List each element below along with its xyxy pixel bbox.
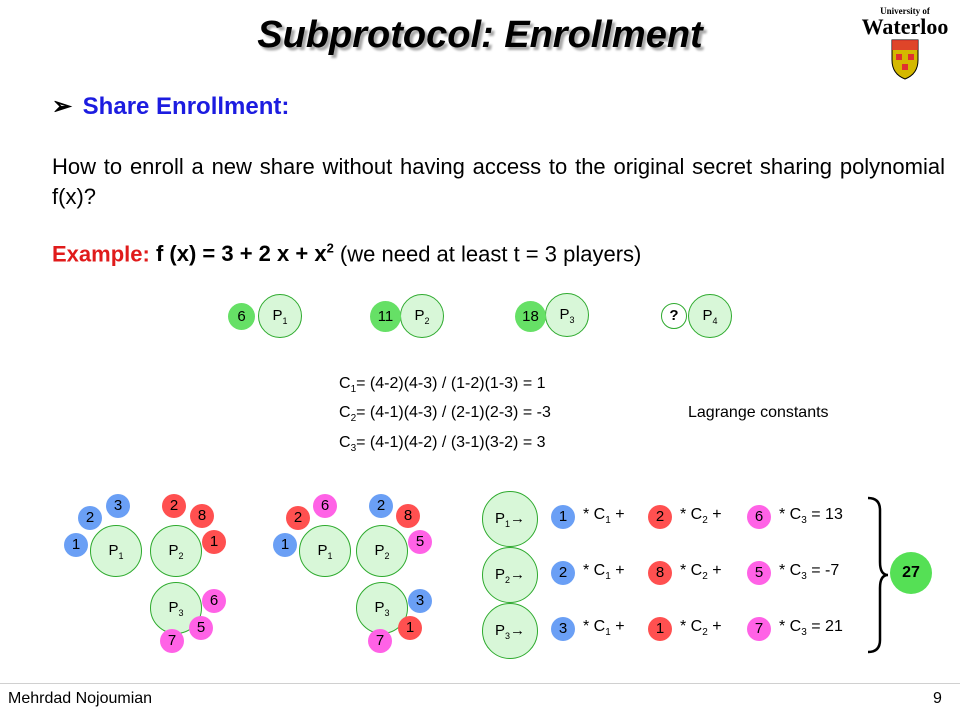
cluster2-share: 3 xyxy=(408,589,432,613)
cluster2-share: 5 xyxy=(408,530,432,554)
example-formula: f (x) = 3 + 2 $x + x^2$ xyxy=(155,241,334,267)
eq-share-b: 1 xyxy=(648,617,672,641)
section-heading xyxy=(52,92,289,121)
eq-share-c: 5 xyxy=(747,561,771,585)
example-line xyxy=(52,241,641,267)
eq-share-a: 1 xyxy=(551,505,575,529)
share-badge-p4: ? xyxy=(661,303,687,329)
crest-icon xyxy=(892,40,918,79)
right-brace-icon xyxy=(866,496,890,654)
cluster1-share: 2 xyxy=(162,494,186,518)
eq-term-c2: * $C_2$ + xyxy=(680,506,722,527)
eq-term-c1: * $C_1$ + xyxy=(583,562,625,583)
constant-c1: $C_1= (4-2)(4-3) / (1-2)(1-3) = 1$ xyxy=(339,375,546,396)
slide-title: Subprotocol: Enrollment xyxy=(257,14,703,56)
footer-divider xyxy=(0,683,960,684)
eq-term-c3: * $C_3 = 13$ xyxy=(779,506,843,527)
cluster2-share: 2 xyxy=(286,506,310,530)
player-p4: $P_4$ xyxy=(688,294,732,338)
cluster1-share: 5 xyxy=(189,616,213,640)
arrow-right-icon: → xyxy=(510,510,526,527)
arrow-right-icon: → xyxy=(510,622,526,639)
cluster2-share: 1 xyxy=(398,616,422,640)
eq-share-b: 8 xyxy=(648,561,672,585)
cluster1-share: 1 xyxy=(202,530,226,554)
cluster1-share: 3 xyxy=(106,494,130,518)
cluster1-share: 2 xyxy=(78,506,102,530)
cluster1-player-p2: $P_2$ xyxy=(150,525,202,577)
example-label: Example: xyxy=(52,241,150,267)
eq-share-a: 2 xyxy=(551,561,575,585)
player-p3: $P_3$ xyxy=(545,293,589,337)
logo-top-text: University of xyxy=(880,6,930,16)
eq-term-c3: * $C_3 = 21$ xyxy=(779,618,843,639)
cluster2-share: 1 xyxy=(273,533,297,557)
cluster1-share: 6 xyxy=(202,589,226,613)
cluster2-share: 7 xyxy=(368,629,392,653)
share-badge-p2: 11 xyxy=(370,301,401,332)
arrow-bullet-icon: ➢ xyxy=(52,93,73,120)
cluster1-share: 8 xyxy=(190,504,214,528)
arrow-right-icon: → xyxy=(510,566,526,583)
footer-author: Mehrdad Nojoumian xyxy=(8,690,153,707)
question-text: How to enroll a new share without having access to the original secret sharing polynomial f(x)? xyxy=(52,154,945,209)
eq-term-c1: * $C_1$ + xyxy=(583,506,625,527)
cluster1-share: 7 xyxy=(160,629,184,653)
logo-name: Waterloo xyxy=(861,14,949,39)
cluster1-player-p1: $P_1$ xyxy=(90,525,142,577)
eq-share-b: 2 xyxy=(648,505,672,529)
eq-term-c2: * $C_2$ + xyxy=(680,562,722,583)
constant-c2: $C_2= (4-1)(4-3) / (2-1)(2-3) = -3$ xyxy=(339,404,551,425)
constant-c3: $C_3= (4-1)(4-2) / (3-1)(3-2) = 3$ xyxy=(339,434,546,455)
eq-term-c3: * $C_3 = -7$ xyxy=(779,562,840,583)
eq-player-p1: $P_1\to$ xyxy=(482,491,538,547)
cluster2-share: 8 xyxy=(396,504,420,528)
cluster2-player-p1: $P_1$ xyxy=(299,525,351,577)
cluster1-player-p3: $P_3$ xyxy=(150,582,202,634)
share-badge-p1: 6 xyxy=(228,303,255,330)
player-p2: $P_2$ xyxy=(400,294,444,338)
lagrange-label: Lagrange constants xyxy=(688,404,829,421)
example-note: (we need at least t = 3 players) xyxy=(339,241,642,267)
university-logo xyxy=(856,4,954,80)
eq-term-c2: * $C_2$ + xyxy=(680,618,722,639)
cluster2-share: 6 xyxy=(313,494,337,518)
total-badge: 27 xyxy=(890,552,932,594)
eq-share-a: 3 xyxy=(551,617,575,641)
eq-player-p3: $P_3\to$ xyxy=(482,603,538,659)
section-heading-text: Share Enrollment: xyxy=(82,93,290,120)
eq-share-c: 6 xyxy=(747,505,771,529)
eq-player-p2: $P_2\to$ xyxy=(482,547,538,603)
eq-term-c1: * $C_1$ + xyxy=(583,618,625,639)
cluster2-share: 2 xyxy=(369,494,393,518)
page-number: 9 xyxy=(933,690,942,707)
share-badge-p3: 18 xyxy=(515,301,546,332)
cluster2-player-p2: $P_2$ xyxy=(356,525,408,577)
cluster2-player-p3: $P_3$ xyxy=(356,582,408,634)
eq-share-c: 7 xyxy=(747,617,771,641)
cluster1-share: 1 xyxy=(64,533,88,557)
player-p1: $P_1$ xyxy=(258,294,302,338)
